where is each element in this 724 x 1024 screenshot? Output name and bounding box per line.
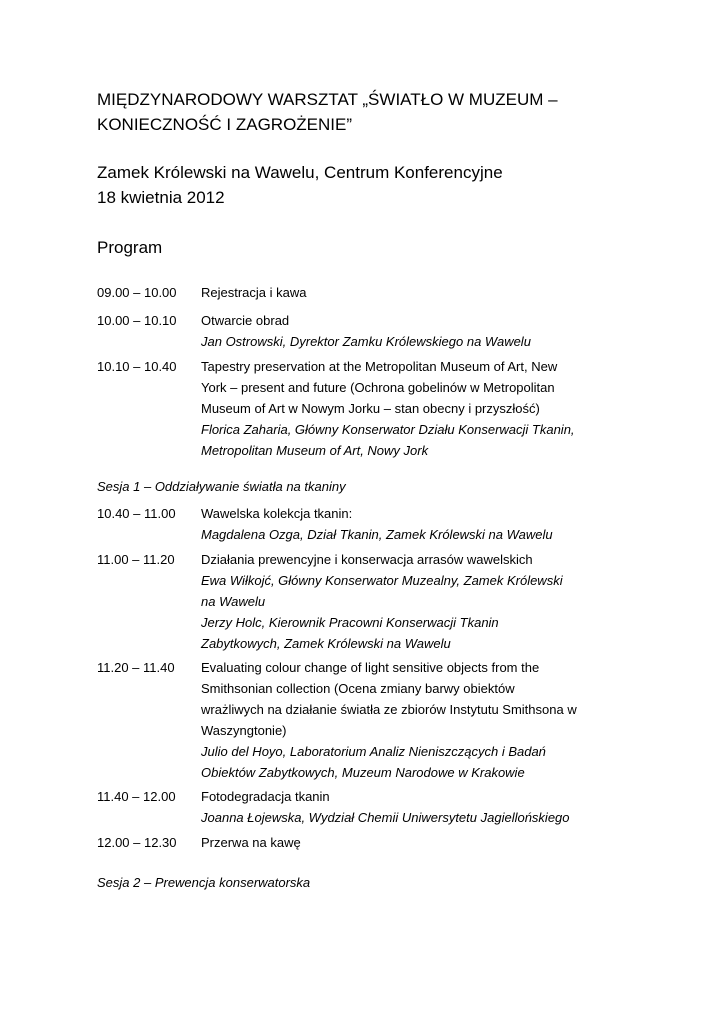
program-title-line: Museum of Art w Nowym Jorku – stan obecny i przyszłość) bbox=[201, 401, 540, 416]
program-title-line: Waszyngtonie) bbox=[201, 723, 287, 738]
program-title-line: Działania prewencyjne i konserwacja arrasów wawelskich bbox=[201, 552, 533, 567]
program-content bbox=[201, 832, 601, 853]
program-title-line: Tapestry preservation at the Metropolitan Museum of Art, New bbox=[201, 359, 558, 374]
program-title-line: Fotodegradacja tkanin bbox=[201, 789, 330, 804]
program-speaker-line: Jerzy Holc, Kierownik Pracowni Konserwacji Tkanin bbox=[201, 615, 499, 630]
program-title-line: Rejestracja i kawa bbox=[201, 285, 307, 300]
program-time: 10.00 – 10.10 bbox=[97, 313, 177, 328]
program-speaker-line: Zabytkowych, Zamek Królewski na Wawelu bbox=[201, 636, 451, 651]
program-title-line: Smithsonian collection (Ocena zmiany barwy obiektów bbox=[201, 681, 515, 696]
program-speaker-line: Ewa Wiłkojć, Główny Konserwator Muzealny, Zamek Królewski bbox=[201, 573, 563, 588]
program-time: 09.00 – 10.00 bbox=[97, 285, 177, 300]
program-speaker-line: Florica Zaharia, Główny Konserwator Działu Konserwacji Tkanin, bbox=[201, 422, 575, 437]
session-heading-2: Sesja 2 – Prewencja konserwatorska bbox=[97, 875, 311, 890]
program-speaker-line: Julio del Hoyo, Laboratorium Analiz Nieniszczących i Badań bbox=[201, 744, 546, 759]
program-content bbox=[201, 549, 601, 654]
program-time: 12.00 – 12.30 bbox=[97, 835, 177, 850]
program-content bbox=[201, 657, 601, 783]
program-title-line: Evaluating colour change of light sensitive objects from the bbox=[201, 660, 540, 675]
program-time: 11.00 – 11.20 bbox=[97, 552, 175, 567]
program-speaker-line: Metropolitan Museum of Art, Nowy Jork bbox=[201, 443, 429, 458]
program-time: 11.40 – 12.00 bbox=[97, 789, 176, 804]
program-time: 10.40 – 11.00 bbox=[97, 506, 176, 521]
program-title-line: Wawelska kolekcja tkanin: bbox=[201, 506, 353, 521]
program-time: 11.20 – 11.40 bbox=[97, 660, 175, 675]
program-speaker-line: Jan Ostrowski, Dyrektor Zamku Królewskiego na Wawelu bbox=[201, 334, 531, 349]
program-content bbox=[201, 310, 601, 352]
program-content bbox=[201, 503, 601, 545]
session-heading-1: Sesja 1 – Oddziaływanie światła na tkaniny bbox=[97, 479, 346, 494]
program-time: 10.10 – 10.40 bbox=[97, 359, 177, 374]
program-title-line: Przerwa na kawę bbox=[201, 835, 301, 850]
venue-text: Zamek Królewski na Wawelu, Centrum Konferencyjne bbox=[97, 163, 503, 182]
program-speaker-line: Obiektów Zabytkowych, Muzeum Narodowe w Krakowie bbox=[201, 765, 525, 780]
program-title-line: York – present and future (Ochrona gobelinów w Metropolitan bbox=[201, 380, 555, 395]
program-title-line: wrażliwych na działanie światła ze zbiorów Instytutu Smithsona w bbox=[201, 702, 577, 717]
program-heading: Program bbox=[97, 238, 163, 257]
title-line-1: MIĘDZYNARODOWY WARSZTAT „ŚWIATŁO W MUZEUM – bbox=[97, 90, 558, 109]
program-content bbox=[201, 282, 601, 303]
venue-block bbox=[97, 160, 657, 210]
program-content bbox=[201, 786, 601, 828]
program-speaker-line: Magdalena Ozga, Dział Tkanin, Zamek Królewski na Wawelu bbox=[201, 527, 553, 542]
event-date: 18 kwietnia 2012 bbox=[97, 188, 225, 207]
program-speaker-line: na Wawelu bbox=[201, 594, 266, 609]
title-line-2: KONIECZNOŚĆ I ZAGROŻENIE” bbox=[97, 115, 353, 134]
program-title-line: Otwarcie obrad bbox=[201, 313, 290, 328]
program-content bbox=[201, 356, 601, 461]
document-title bbox=[97, 87, 657, 137]
program-speaker-line: Joanna Łojewska, Wydział Chemii Uniwersytetu Jagiellońskiego bbox=[201, 810, 570, 825]
